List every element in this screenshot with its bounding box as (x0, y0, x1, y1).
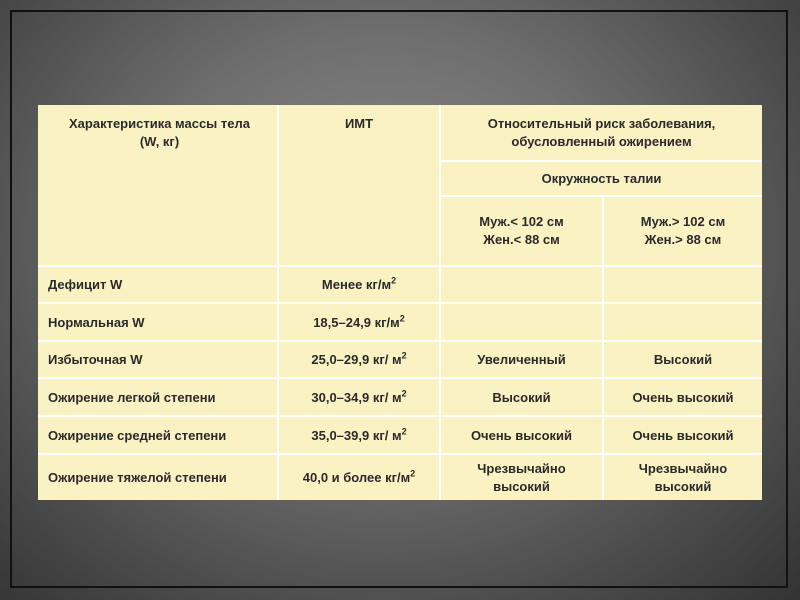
row-risk-low (440, 303, 603, 341)
row-risk-high (603, 303, 762, 341)
row-risk-low: Чрезвычайно высокий (440, 454, 603, 500)
header-waist-high: Муж.> 102 см Жен.> 88 см (603, 196, 762, 266)
table-row (38, 454, 762, 500)
table-row (38, 416, 762, 454)
row-risk-high: Чрезвычайно высокий (638, 460, 728, 494)
bmi-risk-table (38, 105, 762, 500)
row-bmi: 25,0–29,9 кг/ $м^2$ (278, 341, 440, 378)
table-row (38, 266, 762, 303)
row-bmi: 30,0–34,9 кг/ $м^2$ (278, 378, 440, 416)
header-waist-low: Муж.< 102 см Жен.< 88 см (440, 196, 603, 266)
header-row-1 (38, 105, 762, 161)
row-category: Нормальная W (38, 303, 278, 341)
row-risk-high: Очень высокий (603, 378, 762, 416)
header-waist-circumference: Окружность талии (440, 161, 762, 196)
row-risk-low: Высокий (440, 378, 603, 416)
row-bmi: Менее $кг/м^2$ (278, 266, 440, 303)
row-risk-low: Очень высокий (440, 416, 603, 454)
row-risk-low (440, 266, 603, 303)
row-bmi: 35,0–39,9 кг/ $м^2$ (278, 416, 440, 454)
row-risk-high (603, 266, 762, 303)
row-bmi: 18,5–24,9 $кг/м^2$ (278, 303, 440, 341)
header-relative-risk: Относительный риск заболевания, обусловленный ожирением (440, 105, 762, 161)
table-row (38, 303, 762, 341)
table-row (38, 378, 762, 416)
row-category: Дефицит W (38, 266, 278, 303)
header-bmi: ИМТ (278, 105, 440, 266)
row-category: Ожирение тяжелой степени (38, 454, 278, 500)
row-category: Избыточная W (38, 341, 278, 378)
table-panel (38, 105, 762, 500)
table-row (38, 341, 762, 378)
row-bmi: 40,0 и более $кг/м^2$ (278, 454, 440, 500)
header-weight-characteristic: Характеристика массы тела (W, кг) (38, 105, 278, 266)
row-category: Ожирение легкой степени (38, 378, 278, 416)
row-category: Ожирение средней степени (38, 416, 278, 454)
row-risk-low: Увеличенный (440, 341, 603, 378)
row-risk-high: Высокий (603, 341, 762, 378)
row-risk-high: Очень высокий (603, 416, 762, 454)
